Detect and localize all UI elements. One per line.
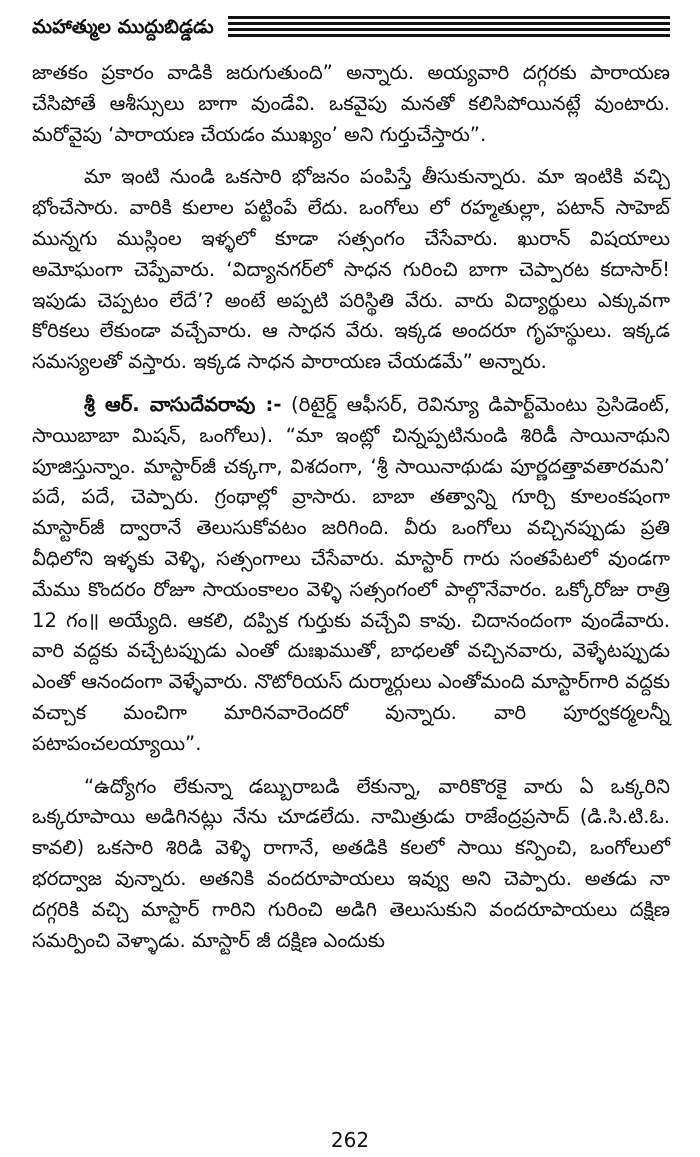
paragraph-3-text: (రిటైర్డ్ ఆఫీసర్, రెవిన్యూ డిపార్ట్‌మెంటు ప్రెసిడెంట్, సాయిబాబా మిషన్, ఒంగోలు). “మా ఇంట్లో చిన్నప్పటినుండి శిరిడీ సాయినాథుని పూజిస్తున్నాం. మాస్టార్‌జీ చక్కగా, విశదంగా, ‘శ్రీ సాయినాథుడు పూర్ణదత్తావతారమని’ పదే, పదే, చెప్పారు. గ్రంథాల్లో వ్రాసారు. బాబా తత్వాన్ని గూర్చి కూలంకషంగా మాస్టార్‌జీ ద్వారానే తెలుసుకోవటం జరిగింది. వీరు ఒంగోలు వచ్చినప్పుడు ప్రతి వీధిలోని ఇళ్ళకు వెళ్ళి, సత్సంగాలు చేసేవారు. మాస్టార్ గారు సంతపేటలో వుండగా మేము కొందరం రోజూ సాయంకాలం వెళ్ళి సత్సంగంలో పాల్గొనేవారం. ఒక్కోరోజు రాత్రి 12 గం॥ అయ్యేది. ఆకలి, దప్పిక గుర్తుకు వచ్చేవి కావు. చిదానందంగా వుండేవారు. వారి వద్దకు వచ్చేటప్పుడు ఎంతో దుఃఖముతో, బాధలతో వచ్చినవారు, వెళ్ళేటప్పుడు ఎంతో ఆనందంగా వెళ్ళేవారు. నొటోరియస్ దుర్మార్గులు ఎంతోమంది మాస్టార్‌గారి వద్దకు వచ్చాక మంచిగా మారినవారెందరో వున్నారు. వారి పూర్వకర్మలన్నీ పటాపంచలయ్యాయి”.	[32, 392, 670, 755]
paragraph-3	[32, 390, 670, 760]
header-rule	[228, 16, 670, 19]
header-rule-lines	[228, 14, 670, 40]
paragraph-1: జాతకం ప్రకారం వాడికి జరుగుతుంది” అన్నారు. అయ్యవారి దగ్గరకు పారాయణ చేసిపోతే ఆశీస్సులు బాగా వుండేవి. ఒకవైపు మనతో కలిసిపోయినట్లే వుంటారు. మరోవైపు ‘పారాయణ చేయడం ముఖ్యం’ అని గుర్తుచేస్తారు”.	[32, 61, 670, 146]
paragraph-2: మా ఇంటి నుండి ఒకసారి భోజనం పంపిస్తే తీసుకున్నారు. మా ఇంటికి వచ్చి భోంచేసారు. వారికి కులాల పట్టింపే లేదు. ఒంగోలు లో రహ్మతుల్లా, పటాన్ సాహెబ్ మున్నగు ముస్లింల ఇళ్ళలో కూడా సత్సంగం చేసేవారు. ఖురాన్ విషయాలు అమోఘంగా చెప్పేవారు. ‘విద్యానగర్‌లో సాధన గురించి బాగా చెప్పారట కదాసార్! ఇపుడు చెప్పటం లేదే’? అంటే అప్పటి పరిస్థితి వేరు. వారు విద్యార్థులు ఎక్కువగా కోరికలు లేకుండా వచ్చేవారు. ఆ సాధన వేరు. ఇక్కడ అందరూ గృహస్థులు. ఇక్కడ సమస్యలతో వస్తారు. ఇక్కడ సాధన పారాయణ చేయడమే” అన్నారు.	[32, 165, 670, 374]
speaker-name: శ్రీ ఆర్. వాసుదేవరావు :-	[84, 392, 282, 416]
running-title: మహాత్ముల ముద్దుబిడ్డడు	[32, 16, 214, 38]
header-rule	[228, 34, 670, 37]
page-number: 262	[330, 1128, 370, 1152]
header-rule	[228, 28, 670, 31]
running-header	[32, 14, 670, 58]
paragraph-4: “ఉద్యోగం లేకున్నా డబ్బురాబడి లేకున్నా, వారికొరకై వారు ఏ ఒక్కరిని ఒక్కరూపాయి అడిగినట్లు నేను చూడలేదు. నామిత్రుడు రాజేంద్రప్రసాద్ (డి.సి.టి.ఓ. కావలి) ఒకసారి శిరిడి వెళ్ళి రాగానే, అతడికి కలలో సాయి కన్పించి, ఒంగోలులో భరద్వాజ వున్నారు. అతనికి వందరూపాయలు ఇవ్వు అని చెప్పారు. అతడు నా దగ్గరికి వచ్చి మాస్టార్ గారిని గురించి అడిగి తెలుసుకుని వందరూపాయలు దక్షిణ సమర్పించి వెళ్ళాడు. మాస్టార్ జీ దక్షిణ ఎందుకు	[32, 774, 670, 952]
body-text	[32, 58, 670, 956]
header-rule	[228, 22, 670, 25]
